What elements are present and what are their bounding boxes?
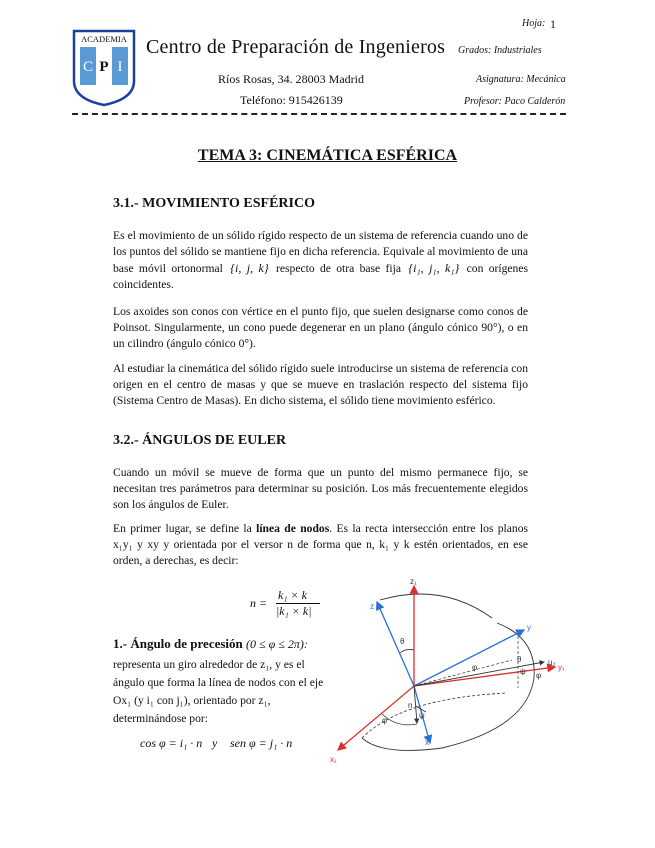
label-theta: θ (400, 637, 405, 646)
section-heading-movimiento: 3.1.- MOVIMIENTO ESFÉRICO (113, 196, 315, 211)
arc-top (380, 594, 492, 618)
fixed-base: {i₁, j₁, k₁} (408, 261, 460, 275)
paragraph-axoides: Los axoides son conos con vértice en el punto fijo, que suelen designarse como conos de Poinsot. Singularmente, un cono puede degenerar en un plano (ángulo cónico 90°), o en un cilindro (ángulo cónico 0°). (113, 305, 528, 350)
equation-sen-phi: sen φ = j₁ · n (230, 736, 293, 750)
label-u3: u₃ (548, 658, 556, 667)
theta-arc (400, 649, 414, 653)
logo-letter-p: P (99, 59, 109, 75)
address: Ríos Rosas, 34. 28003 Madrid (218, 72, 365, 86)
label-y: y (527, 623, 531, 632)
institution-name: Centro de Preparación de Ingenieros (146, 36, 446, 58)
axis-z (377, 602, 414, 686)
equation-cos-phi: cos φ = i₁ · n (140, 736, 203, 750)
term-linea-nodos: línea de nodos (256, 522, 330, 535)
paragraph-definition: Es el movimiento de un sólido rígido respecto de un sistema de referencia cuando uno de los puntos del sólido se mantiene fijo en dicha referencia. Equivale al movimiento de una base móvil ortonormal {i, j, k} respecto de otra base fija {i₁, j₁, k₁} con orígenes coincidentes. (113, 229, 529, 291)
logo-letter-c: C (82, 59, 94, 75)
label-psi-2: ψ (520, 667, 526, 676)
phone: Teléfono: 915426139 (240, 93, 343, 107)
label-n: n (408, 701, 413, 710)
academy-logo (72, 29, 136, 107)
axis-x1 (338, 686, 414, 750)
logo-top-text: ACADEMIA (81, 34, 127, 44)
label-x1: x₁ (330, 755, 337, 764)
sheet-label: Hoja: (522, 18, 546, 29)
grados-label: Grados: Industriales (458, 45, 542, 56)
moving-base: {i, j, k} (230, 261, 269, 275)
angle1-text: representa un giro alrededor de z₁, y es el ángulo que forma la línea de nodos con el eje Ox₁ (y i₁ con j₁), orientado por z₁, determinándose por: (113, 658, 324, 725)
angle1-heading: 1.- Ángulo de precesión (0 ≤ φ ≤ 2π): (113, 636, 308, 651)
label-psi: ψ (419, 711, 425, 720)
document-title: TEMA 3: CINEMÁTICA ESFÉRICA (197, 147, 458, 164)
sheet-number: 1 (550, 17, 556, 31)
label-phi-2: φ (472, 663, 478, 672)
profesor-label: Profesor: Paco Calderón (464, 96, 566, 107)
label-phi-3: φ (536, 671, 542, 680)
asignatura-label: Asignatura: Mecánica (476, 74, 566, 85)
label-z1: z₁ (410, 578, 417, 586)
equation-separator: y (212, 736, 218, 750)
logo-letter-i: I (117, 59, 123, 75)
euler-angles-diagram (322, 578, 574, 766)
label-x: x (425, 738, 429, 747)
label-z: z (370, 602, 374, 611)
arc-right (362, 623, 534, 750)
paragraph-euler-intro: Cuando un móvil se mueve de forma que un punto del mismo permanece fijo, se necesitan tres parámetros para determinar su posición. Los más frecuentemente elegidos son los ángulos de Euler. (113, 466, 528, 511)
section-heading-euler: 3.2.- ÁNGULOS DE EULER (113, 433, 287, 448)
label-theta-2: θ (517, 655, 522, 664)
label-phi: φ (382, 716, 388, 725)
header-divider (72, 113, 566, 115)
paragraph-centro-masas: Al estudiar la cinemática del sólido rígido suele introducirse un sistema de referencia con origen en el centro de masas y que se mueve en traslación respecto del sistema fijo (Sistema Centro de Masas). En dicho sistema, el sólido tiene movimiento esférico. (113, 362, 528, 407)
axis-y (414, 630, 524, 686)
paragraph-linea-nodos: En primer lugar, se define la línea de nodos. Es la recta intersección entre los planos x₁y₁ y xy y orientada por el versor n de forma que n, k₁ y k estén orientados, en ese orden, a derechas, es decir: (113, 522, 529, 567)
label-y1: y₁ (558, 663, 565, 672)
